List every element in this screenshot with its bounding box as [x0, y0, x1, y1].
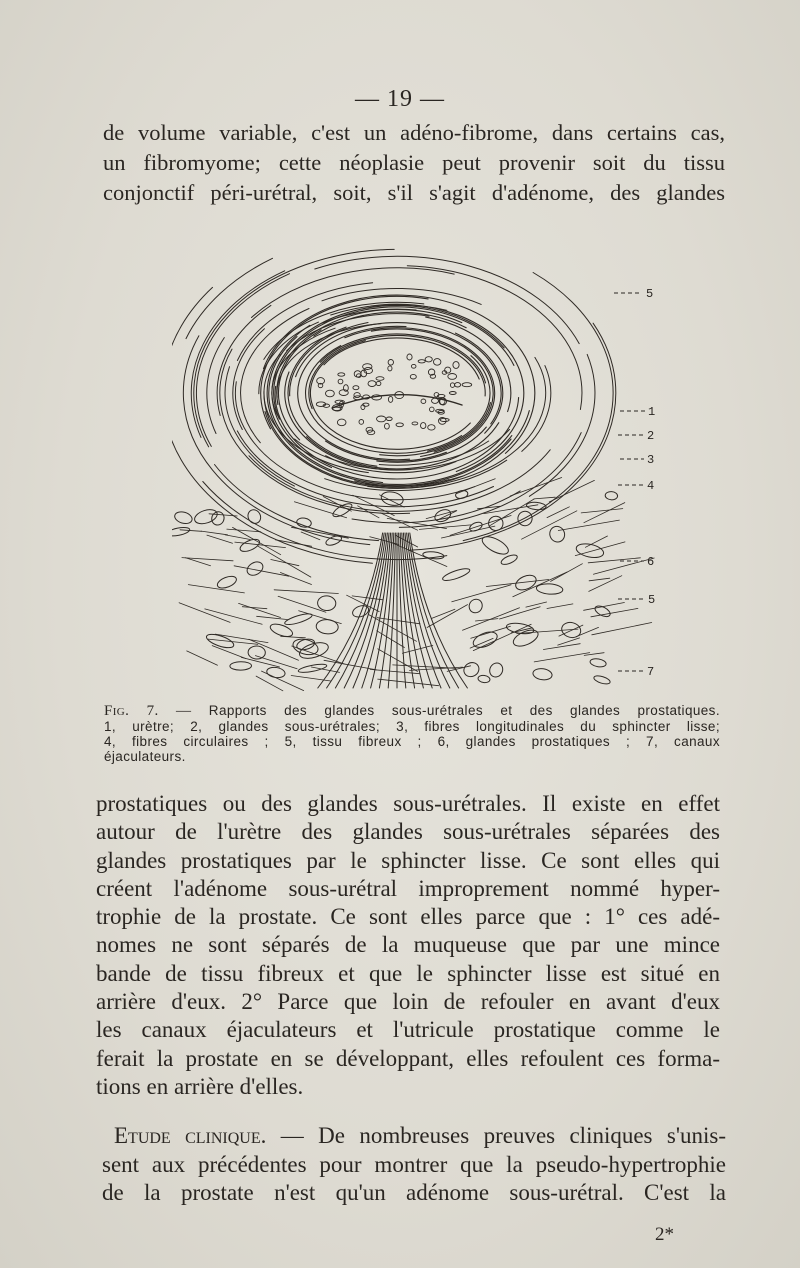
engraving-stroke	[462, 383, 472, 387]
engraving-stroke	[353, 533, 389, 688]
engraving-stroke	[296, 517, 312, 528]
engraving-stroke	[320, 334, 485, 383]
figure-labels	[614, 287, 655, 679]
engraving-stroke	[467, 597, 485, 615]
caption-title: Rapports des glandes sous-urétrales et des glandes prostatiques.	[208, 703, 720, 718]
engraving-stroke	[172, 526, 190, 537]
engraving-stroke	[257, 546, 311, 577]
engraving-stroke	[584, 603, 625, 611]
engraving-stroke	[428, 425, 435, 430]
engraving-stroke	[412, 422, 418, 425]
engraving-stroke	[281, 636, 306, 637]
engraving-stroke	[234, 566, 289, 576]
engraving-stroke	[345, 328, 495, 457]
engraving-stroke	[210, 510, 226, 527]
engraving-stroke	[536, 583, 563, 595]
engraving-stroke	[338, 379, 343, 384]
engraving-stroke	[207, 338, 224, 434]
engraving-stroke	[534, 497, 555, 499]
engraving-stroke	[589, 578, 610, 581]
engraving-stroke	[354, 393, 360, 398]
text-line: créent l'adénome sous-urétral improprement nommé hyper-	[96, 875, 720, 901]
section-heading: Etude clinique.	[114, 1123, 267, 1148]
engraving-stroke	[216, 574, 238, 590]
engraving-stroke	[371, 329, 493, 452]
text-line: de la prostate n'est qu'un adénome sous-urétral. C'est la	[102, 1180, 726, 1205]
figure-label: 5	[648, 593, 656, 607]
engraving-stroke	[447, 666, 470, 672]
engraving-stroke	[589, 658, 606, 668]
engraving-stroke	[173, 510, 193, 525]
engraving-stroke	[298, 663, 328, 674]
text-line: un fibromyome; cette néoplasie peut provenir soit du tissu	[103, 150, 725, 175]
engraving-stroke	[576, 627, 598, 636]
text-line: ferait la prostate en se développant, elles refoulent ces forma-	[96, 1045, 720, 1071]
engraving-stroke	[453, 362, 459, 369]
figure-label: 3	[647, 453, 655, 467]
engraving-stroke	[421, 423, 426, 429]
engraving-stroke	[386, 417, 392, 421]
text-line: de volume variable, c'est un adéno-fibrome, dans certains cas,	[103, 120, 725, 145]
figure-label: 1	[648, 405, 656, 419]
engraving-stroke	[376, 381, 381, 385]
engraving-stroke	[584, 503, 625, 523]
engraving-stroke	[262, 671, 304, 691]
engraving-stroke	[425, 357, 432, 362]
signature-mark: 2*	[655, 1224, 674, 1245]
engraving-stroke	[547, 604, 573, 609]
caption-line	[104, 703, 720, 719]
engraving-stroke	[529, 354, 595, 496]
paragraph-body	[96, 790, 720, 1101]
engraving-stroke	[402, 645, 432, 653]
engraving-stroke	[411, 364, 416, 368]
engraving-stroke	[534, 653, 590, 662]
engraving-stroke	[317, 595, 336, 611]
engraving-stroke	[589, 576, 622, 592]
text-line: glandes prostatiques par le sphincter lisse. Ce sont elles qui	[96, 847, 720, 873]
engraving-stroke	[471, 629, 499, 650]
histology-drawing	[172, 243, 672, 693]
engraving-stroke	[239, 603, 281, 617]
engraving-stroke	[543, 644, 580, 650]
text-line: autour de l'urètre des glandes sous-urétrales séparées des	[96, 819, 720, 845]
engraving-stroke	[526, 602, 547, 607]
engraving-stroke	[183, 336, 369, 545]
engraving-stroke	[449, 392, 456, 395]
figure-label: 2	[647, 429, 655, 443]
engraving-stroke	[575, 542, 605, 560]
engraving-stroke	[256, 676, 283, 691]
figure-number: Fig. 7. —	[104, 703, 192, 719]
text-line: sent aux précédentes pour montrer que la pseudo-hypertrophie	[102, 1151, 726, 1177]
engraving-stroke	[207, 535, 233, 543]
engraving-stroke	[309, 335, 485, 408]
engraving-stroke	[605, 491, 618, 500]
engraving-stroke	[480, 533, 511, 557]
engraving-stroke	[450, 383, 454, 388]
engraving-stroke	[257, 616, 289, 619]
engraving-stroke	[473, 624, 531, 650]
engraving-stroke	[487, 661, 505, 680]
text-line: prostatiques ou des glandes sous-urétrales. Il existe en effet	[96, 791, 720, 816]
engraving-stroke	[513, 572, 538, 592]
text-line: arrière d'eux. 2° Parce que loin de refouler en avant d'eux	[96, 989, 720, 1015]
engraving-stroke	[418, 360, 425, 363]
anatomical-figure	[172, 243, 672, 693]
text-line	[114, 1122, 726, 1151]
text-line: conjonctif péri-urétral, soit, s'il s'agit d'adénome, des glandes	[103, 180, 725, 205]
caption-line: 1, urètre; 2, glandes sous-urétrales; 3, fibres longitudinales du sphincter lisse;	[104, 719, 720, 734]
figure-label: 4	[647, 479, 655, 493]
caption-line: 4, fibres circulaires ; 5, tissu fibreux ; 6, glandes prostatiques ; 7, canaux	[104, 734, 720, 749]
text-line: bande de tissu fibreux et que le sphincter lisse est situé en	[96, 960, 720, 986]
engraving-stroke	[274, 590, 338, 594]
engraving-stroke	[359, 420, 364, 425]
engraving-stroke	[455, 489, 469, 499]
paragraph-clinical	[102, 1122, 726, 1208]
engraving-stroke	[484, 505, 538, 514]
engraving-stroke	[441, 566, 471, 582]
engraving-stroke	[407, 354, 412, 360]
engraving-stroke	[264, 391, 449, 487]
figure-label: 7	[647, 665, 655, 679]
engraving-stroke	[353, 386, 359, 390]
engraving-stroke	[249, 639, 299, 660]
engraving-stroke	[410, 374, 416, 379]
engraving-stroke	[434, 359, 441, 366]
engraving-stroke	[430, 407, 435, 412]
engraving-stroke	[380, 490, 404, 507]
text-line: les canaux éjaculateurs et l'utricule prostatique comme le	[96, 1017, 720, 1043]
engraving-stroke	[455, 383, 461, 387]
engraving-stroke	[522, 366, 551, 452]
figure-label: 6	[647, 555, 655, 569]
engraving-stroke	[271, 560, 299, 566]
engraving-stroke	[478, 675, 491, 684]
text-line: trophie de la prostate. Ce sont elles parce que : 1° ces adé-	[96, 904, 720, 930]
engraving-stroke	[585, 536, 607, 547]
engraving-stroke	[385, 423, 390, 429]
engraving-stroke	[463, 273, 613, 541]
engraving-stroke	[352, 596, 383, 600]
engraving-stroke	[376, 377, 384, 381]
paragraph-intro	[103, 118, 725, 208]
engraving-stroke	[461, 660, 481, 679]
engraving-stroke	[511, 627, 540, 650]
engraving-stroke	[316, 619, 339, 635]
figure-label: 5	[646, 287, 654, 301]
heading-continuation: — De nombreuses preuves cliniques s'unis-	[266, 1123, 726, 1148]
engraving-stroke	[292, 527, 349, 538]
engraving-stroke	[230, 662, 252, 671]
engraving-stroke	[179, 603, 230, 623]
engraving-stroke	[500, 553, 519, 566]
engraving-stroke	[188, 585, 244, 593]
engraving-stroke	[180, 530, 202, 532]
engraving-stroke	[437, 511, 456, 520]
engraving-stroke	[532, 667, 553, 681]
engraving-stroke	[396, 423, 403, 427]
engraving-stroke	[187, 651, 218, 665]
engraving-stroke	[248, 646, 266, 660]
text-line: nomes ne sont séparés de la muqueuse que par une mince	[96, 932, 720, 958]
engraving-stroke	[388, 366, 392, 371]
engraving-stroke	[201, 531, 227, 535]
engraving-stroke	[325, 534, 343, 547]
engraving-stroke	[592, 623, 652, 635]
engraving-stroke	[448, 374, 457, 380]
engraving-stroke	[220, 349, 410, 514]
engraving-stroke	[186, 258, 273, 338]
engraving-stroke	[205, 632, 235, 651]
engraving-stroke	[593, 558, 654, 574]
engraving-stroke	[338, 373, 345, 376]
engraving-stroke	[358, 506, 379, 518]
text-line: tions en arrière d'elles.	[96, 1073, 304, 1099]
figure-caption	[104, 703, 720, 764]
engraving-stroke	[205, 609, 262, 624]
engraving-stroke	[440, 418, 449, 421]
engraving-stroke	[332, 395, 462, 408]
engraving-stroke	[276, 540, 312, 547]
engraving-stroke	[261, 296, 428, 428]
engraving-stroke	[337, 419, 346, 426]
engraving-stroke	[299, 611, 342, 624]
engraving-stroke	[377, 416, 386, 422]
engraving-stroke	[452, 585, 511, 602]
engraving-stroke	[421, 399, 426, 403]
engraving-stroke	[368, 381, 376, 387]
engraving-stroke	[593, 604, 611, 619]
engraving-stroke	[588, 558, 640, 563]
page-number: — 19 —	[355, 86, 445, 112]
engraving-stroke	[445, 367, 451, 373]
engraving-stroke	[388, 360, 393, 366]
engraving-stroke	[193, 507, 219, 526]
engraving-stroke	[547, 524, 567, 544]
caption-line: éjaculateurs.	[104, 749, 186, 764]
engraving-stroke	[558, 520, 619, 530]
engraving-stroke	[581, 509, 623, 513]
engraving-stroke	[593, 674, 611, 685]
engraving-stroke	[266, 666, 286, 679]
engraving-stroke	[510, 478, 562, 497]
engraving-stroke	[388, 396, 392, 402]
engraving-stroke	[215, 634, 268, 643]
engraving-stroke	[591, 608, 638, 616]
engraving-stroke	[326, 390, 335, 397]
